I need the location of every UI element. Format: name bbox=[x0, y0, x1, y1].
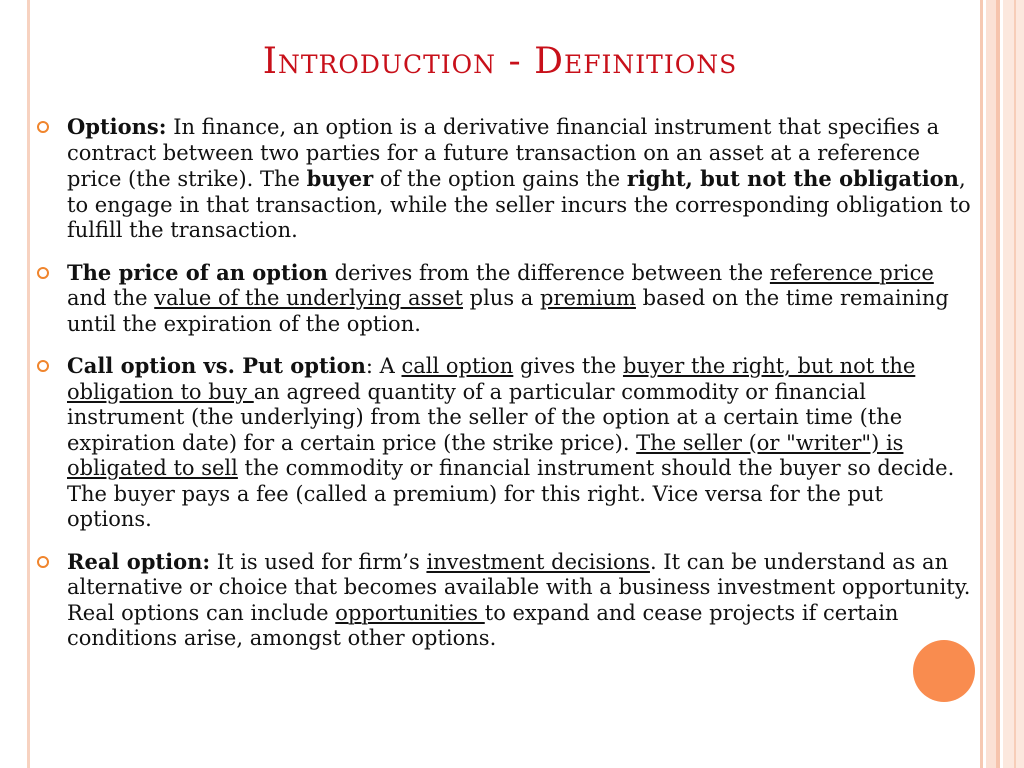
body-text: of the option gains the bbox=[373, 167, 627, 191]
body-text: and the bbox=[67, 286, 155, 310]
bullet-item bbox=[37, 114, 972, 244]
bullet-icon bbox=[37, 360, 49, 372]
underlined-text: premium bbox=[539, 286, 636, 310]
right-border-stripe bbox=[980, 0, 983, 768]
body-text: : A bbox=[365, 354, 402, 378]
right-border-stripe bbox=[996, 0, 1000, 768]
underlined-text: value of the underlying asset bbox=[154, 286, 463, 310]
body-text: plus a bbox=[462, 286, 540, 310]
bullet-item bbox=[37, 260, 972, 338]
right-border-stripe bbox=[1014, 0, 1016, 768]
right-border-stripe bbox=[986, 0, 996, 768]
bold-term: right, but not the obligation bbox=[626, 166, 959, 191]
bullet-item bbox=[37, 549, 972, 652]
bullet-item bbox=[37, 353, 972, 533]
underlined-text: The seller (or "writer") is obligated to sell bbox=[67, 430, 904, 480]
left-border bbox=[0, 0, 30, 768]
bullet-icon bbox=[37, 267, 49, 279]
body-text: gives the bbox=[513, 354, 623, 378]
bold-term: buyer bbox=[306, 166, 374, 191]
body-text: It is used for firm’s bbox=[210, 549, 427, 574]
bold-term: The price of an option bbox=[67, 259, 328, 285]
underlined-text: reference price bbox=[769, 260, 934, 285]
bold-term: Call option vs. Put option bbox=[67, 353, 366, 378]
bold-term: Real option: bbox=[67, 548, 211, 574]
body-text: the commodity or financial instrument should the buyer so decide. The buyer pays a fee (called a premium) for this right. Vice versa for the put options. bbox=[67, 456, 955, 531]
underlined-text: buyer the right, but not the obligation to buy bbox=[67, 354, 916, 404]
underlined-text: call option bbox=[401, 354, 514, 378]
body-text: to expand and cease projects if certain conditions arise, amongst other options. bbox=[67, 600, 899, 650]
slide-title: Introduction - Definitions bbox=[262, 41, 738, 82]
body-text: , to engage in that transaction, while the seller incurs the corresponding obligation to fulfill the transaction. bbox=[67, 167, 971, 242]
bullet-icon bbox=[37, 556, 49, 568]
body-text: based on the time remaining until the expiration of the option. bbox=[67, 286, 949, 336]
body-text: In finance, an option is a derivative financial instrument that specifies a contract between two parties for a future transaction on an asset at a reference price (the strike). The bbox=[67, 115, 940, 191]
underlined-text: opportunities bbox=[335, 600, 485, 625]
body-text: derives from the difference between the bbox=[327, 260, 770, 285]
underlined-text: investment decisions bbox=[426, 549, 650, 574]
body-text: . It can be understand as an alternative or choice that becomes available with a business investment opportunity. Real options can include bbox=[67, 549, 971, 625]
bullet-list bbox=[37, 114, 972, 668]
bold-term: Options: bbox=[67, 114, 167, 139]
body-text: an agreed quantity of a particular commodity or financial instrument (the underlying) from the seller of the option at a certain time (the expiration date) for a certain price (the strike price). bbox=[67, 379, 903, 455]
bullet-icon bbox=[37, 121, 49, 133]
